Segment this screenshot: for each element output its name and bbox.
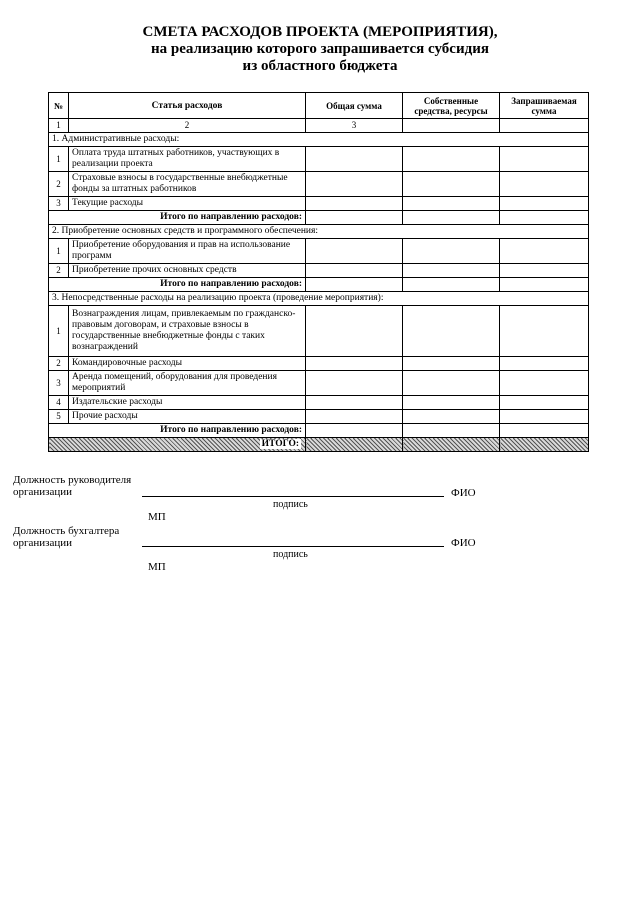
table-row: [49, 396, 589, 410]
title-line-2: на реализацию которого запрашивается субсидия: [151, 41, 489, 57]
own-funds-cell[interactable]: [403, 239, 500, 264]
title-line-3: из областного бюджета: [242, 58, 398, 74]
total-amount-cell[interactable]: [306, 371, 403, 396]
own-funds-cell[interactable]: [403, 396, 500, 410]
grand-total-sum-cell: [306, 438, 403, 452]
header-article: Статья расходов: [69, 93, 306, 119]
table-row: [49, 371, 589, 396]
requested-amount-cell[interactable]: [500, 371, 589, 396]
grand-total-label: [49, 438, 306, 452]
own-funds-cell[interactable]: [403, 306, 500, 357]
header-row: [49, 93, 589, 119]
section-title-row: [49, 292, 589, 306]
total-amount-cell[interactable]: [306, 357, 403, 371]
total-amount-cell[interactable]: [306, 410, 403, 424]
grand-total-own-cell: [403, 438, 500, 452]
row-label: Текущие расходы: [69, 197, 306, 211]
subtotal-requested-cell[interactable]: [500, 278, 589, 292]
header-num: №: [49, 93, 69, 119]
requested-amount-cell[interactable]: [500, 172, 589, 197]
head-position-line-1: Должность руководителя: [13, 474, 132, 486]
title-line-1: СМЕТА РАСХОДОВ ПРОЕКТА (МЕРОПРИЯТИЯ),: [142, 24, 498, 40]
own-funds-cell[interactable]: [403, 264, 500, 278]
section-title-row: [49, 225, 589, 239]
requested-amount-cell[interactable]: [500, 357, 589, 371]
table-row: [49, 264, 589, 278]
header-own-funds: Собственные средства, ресурсы: [403, 93, 500, 119]
grand-total-text: ИТОГО:: [261, 439, 299, 449]
requested-amount-cell[interactable]: [500, 239, 589, 264]
budget-table: [48, 92, 589, 452]
subtotal-total-cell[interactable]: [306, 424, 403, 438]
row-label: Издательские расходы: [69, 396, 306, 410]
own-funds-cell[interactable]: [403, 357, 500, 371]
row-label: Страховые взносы в государственные внебюджетные фонды за штатных работников: [69, 172, 306, 197]
table-row: [49, 357, 589, 371]
row-number: 3: [49, 197, 69, 211]
colnum-4: [403, 119, 500, 133]
row-number: 3: [49, 371, 69, 396]
row-number: 2: [49, 357, 69, 371]
own-funds-cell[interactable]: [403, 197, 500, 211]
row-label: Аренда помещений, оборудования для проведения мероприятий: [69, 371, 306, 396]
total-amount-cell[interactable]: [306, 172, 403, 197]
own-funds-cell[interactable]: [403, 147, 500, 172]
colnum-2: 2: [69, 119, 306, 133]
section-2-title: 2. Приобретение основных средств и программного обеспечения:: [49, 225, 589, 239]
subtotal-own-cell[interactable]: [403, 278, 500, 292]
subtotal-row: [49, 211, 589, 225]
table-row: [49, 172, 589, 197]
subtotal-label: Итого по направлению расходов:: [49, 424, 306, 438]
subtotal-label: Итого по направлению расходов:: [49, 278, 306, 292]
subtotal-requested-cell[interactable]: [500, 211, 589, 225]
grand-total-requested-cell: [500, 438, 589, 452]
head-position-label: [13, 474, 131, 498]
row-label: Приобретение оборудования и прав на использование программ: [69, 239, 306, 264]
colnum-5: [500, 119, 589, 133]
row-number: 1: [49, 306, 69, 357]
row-label: Оплата труда штатных работников, участвующих в реализации проекта: [69, 147, 306, 172]
document-title: [0, 24, 640, 75]
subtotal-row: [49, 424, 589, 438]
subtotal-own-cell[interactable]: [403, 424, 500, 438]
row-label: Приобретение прочих основных средств: [69, 264, 306, 278]
header-requested: Запрашиваемая сумма: [500, 93, 589, 119]
requested-amount-cell[interactable]: [500, 396, 589, 410]
accountant-fio-label: ФИО: [451, 537, 476, 549]
row-number: 5: [49, 410, 69, 424]
total-amount-cell[interactable]: [306, 197, 403, 211]
requested-amount-cell[interactable]: [500, 147, 589, 172]
table-row: [49, 306, 589, 357]
row-label: Командировочные расходы: [69, 357, 306, 371]
row-number: 2: [49, 264, 69, 278]
row-number: 1: [49, 239, 69, 264]
requested-amount-cell[interactable]: [500, 197, 589, 211]
table-row: [49, 239, 589, 264]
head-fio-label: ФИО: [451, 487, 476, 499]
table-row: [49, 197, 589, 211]
accountant-signature-line[interactable]: [142, 546, 444, 547]
total-amount-cell[interactable]: [306, 147, 403, 172]
subtotal-row: [49, 278, 589, 292]
grand-total-row: [49, 438, 589, 452]
requested-amount-cell[interactable]: [500, 306, 589, 357]
requested-amount-cell[interactable]: [500, 410, 589, 424]
colnum-1: 1: [49, 119, 69, 133]
accountant-stamp-label: МП: [148, 561, 166, 573]
total-amount-cell[interactable]: [306, 306, 403, 357]
subtotal-total-cell[interactable]: [306, 278, 403, 292]
accountant-signature-caption: подпись: [273, 549, 308, 560]
colnum-3: 3: [306, 119, 403, 133]
table-row: [49, 147, 589, 172]
subtotal-label: Итого по направлению расходов:: [49, 211, 306, 225]
subtotal-own-cell[interactable]: [403, 211, 500, 225]
total-amount-cell[interactable]: [306, 264, 403, 278]
table-row: [49, 410, 589, 424]
subtotal-total-cell[interactable]: [306, 211, 403, 225]
row-label: Вознаграждения лицам, привлекаемым по гражданско-правовым договорам, и страховые взносы в государственные внебюджетные фонды с таких вознаграждений: [69, 306, 306, 357]
requested-amount-cell[interactable]: [500, 264, 589, 278]
own-funds-cell[interactable]: [403, 371, 500, 396]
header-total: Общая сумма: [306, 93, 403, 119]
total-amount-cell[interactable]: [306, 396, 403, 410]
section-1-title: 1. Административные расходы:: [49, 133, 589, 147]
accountant-position-line-2: организации: [13, 537, 73, 549]
row-label: Прочие расходы: [69, 410, 306, 424]
subtotal-requested-cell[interactable]: [500, 424, 589, 438]
accountant-position-line-1: Должность бухгалтера: [13, 525, 120, 537]
column-numbers-row: [49, 119, 589, 133]
row-number: 1: [49, 147, 69, 172]
row-number: 4: [49, 396, 69, 410]
head-signature-line[interactable]: [142, 496, 444, 497]
section-3-title: 3. Непосредственные расходы на реализацию проекта (проведение мероприятия):: [49, 292, 589, 306]
own-funds-cell[interactable]: [403, 172, 500, 197]
accountant-position-label: [13, 525, 119, 549]
head-position-line-2: организации: [13, 486, 73, 498]
section-title-row: [49, 133, 589, 147]
total-amount-cell[interactable]: [306, 239, 403, 264]
head-signature-caption: подпись: [273, 499, 308, 510]
own-funds-cell[interactable]: [403, 410, 500, 424]
row-number: 2: [49, 172, 69, 197]
head-stamp-label: МП: [148, 511, 166, 523]
